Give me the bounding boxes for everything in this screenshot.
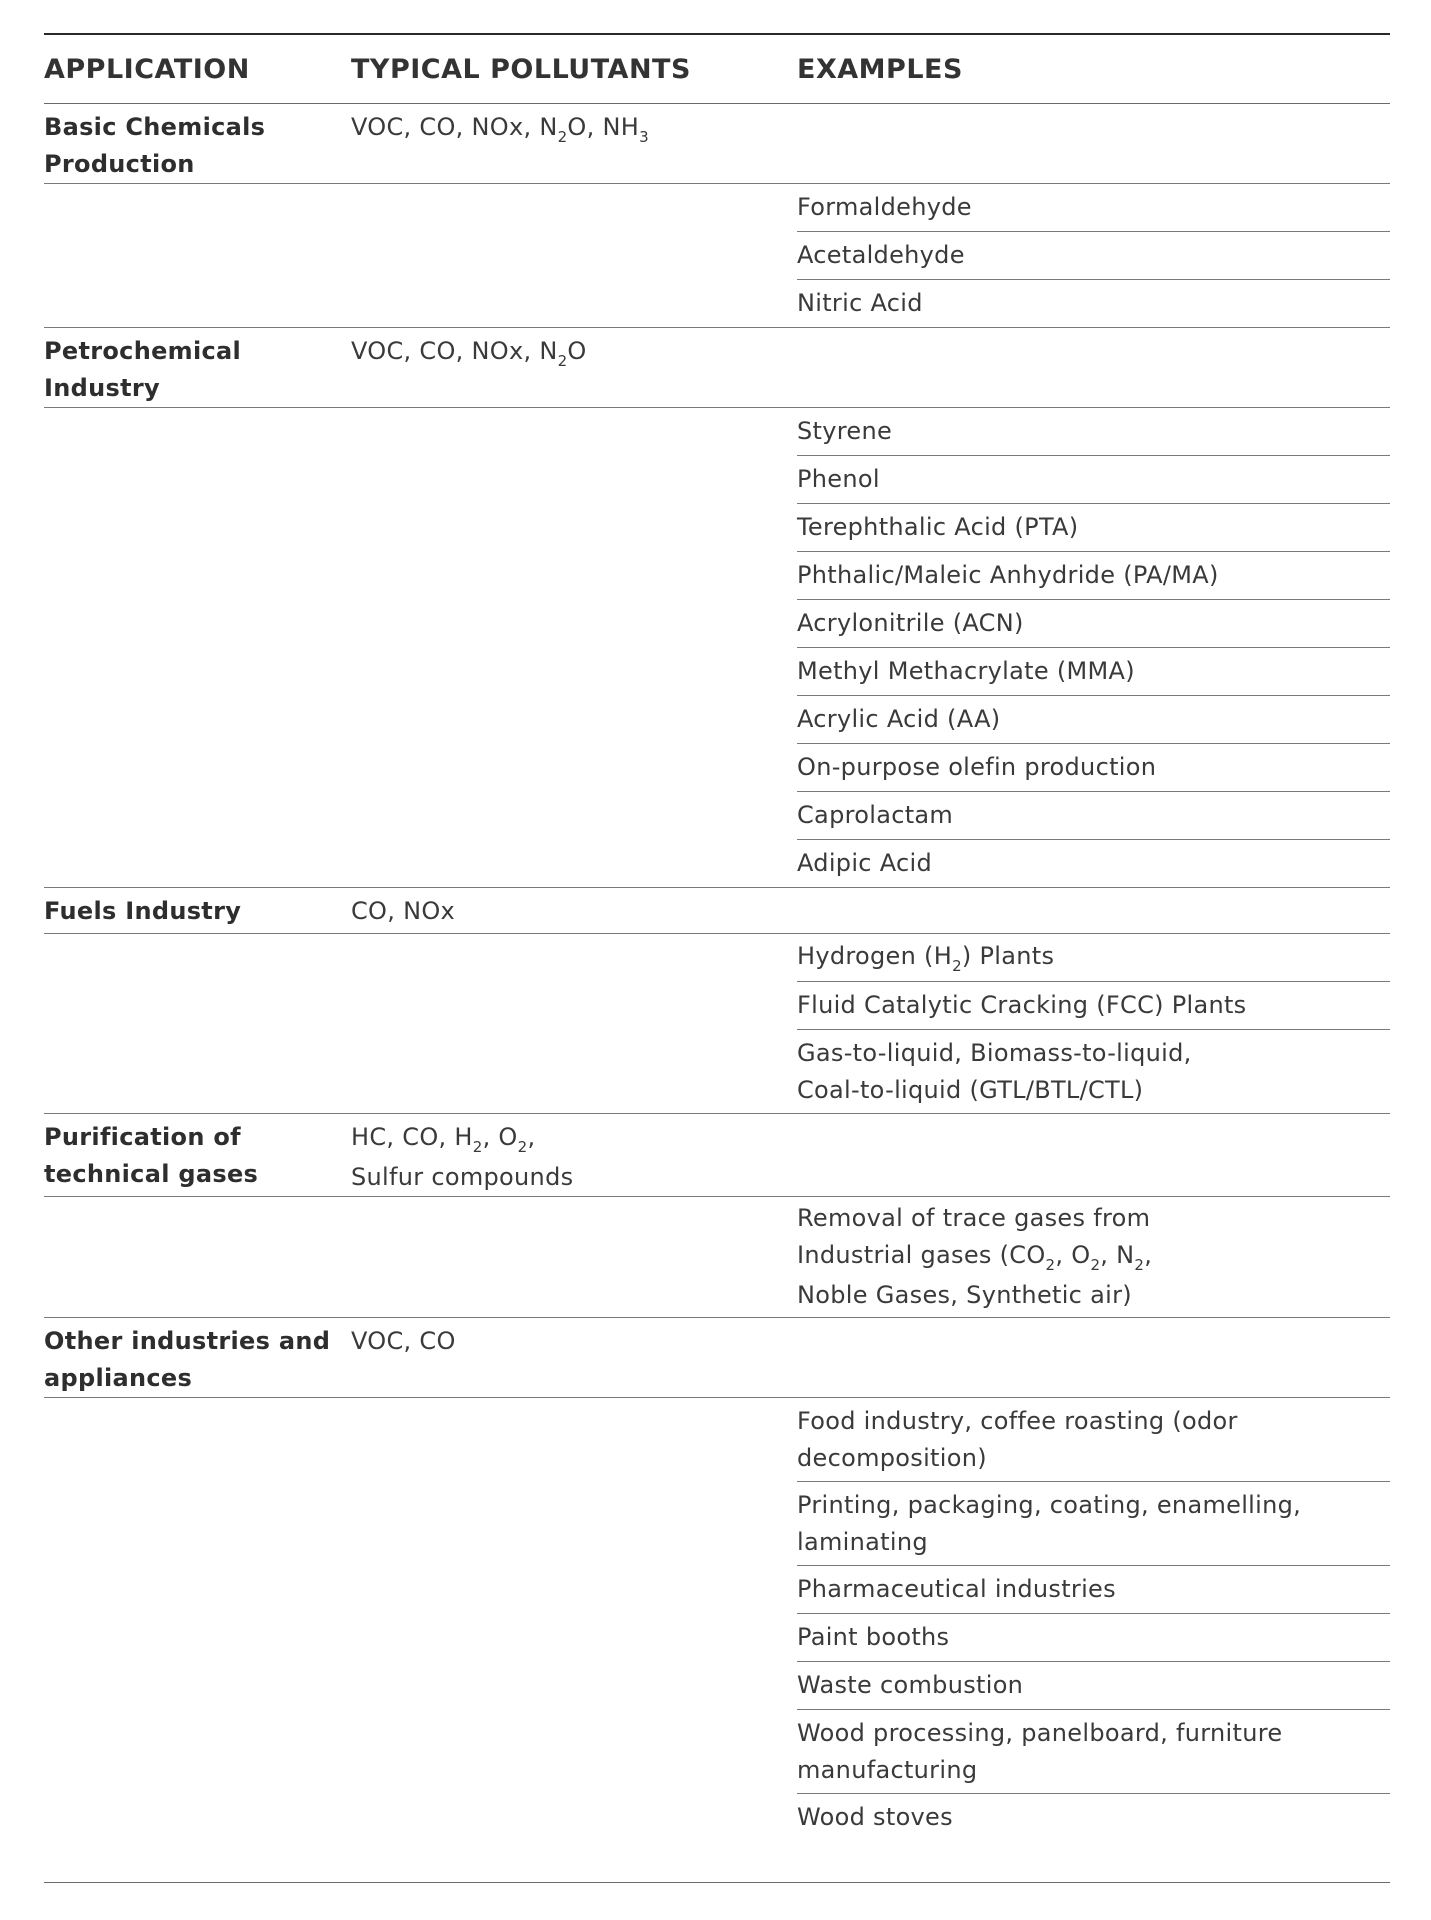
example-item: Adipic Acid <box>797 840 1390 888</box>
header-row <box>44 35 1390 104</box>
example-row <box>44 696 1390 744</box>
category-application: Purification of technical gases <box>44 1114 351 1197</box>
category-row <box>44 1318 1390 1398</box>
header-pollutants: TYPICAL POLLUTANTS <box>351 35 797 104</box>
example-row <box>44 1030 1390 1114</box>
category-application: Basic Chemicals Production <box>44 104 351 184</box>
example-item: On-purpose olefin production <box>797 744 1390 792</box>
example-row <box>44 648 1390 696</box>
category-examples-empty <box>797 104 1390 184</box>
example-row <box>44 456 1390 504</box>
example-item: Phthalic/Maleic Anhydride (PA/MA) <box>797 552 1390 600</box>
example-row <box>44 1794 1390 1842</box>
category-row <box>44 1114 1390 1197</box>
category-row <box>44 328 1390 408</box>
category-pollutants: HC, CO, $H_2$, $O_2$, Sulfur compounds <box>351 1114 797 1197</box>
category-examples-empty <box>797 1318 1390 1398</box>
category-examples-empty <box>797 1114 1390 1197</box>
example-item: Printing, packaging, coating, enamelling, laminating <box>797 1482 1390 1566</box>
example-row <box>44 1398 1390 1482</box>
example-row <box>44 504 1390 552</box>
category-examples-empty <box>797 888 1390 934</box>
header-examples: EXAMPLES <box>797 35 1390 104</box>
category-application: Other industries and appliances <box>44 1318 351 1398</box>
example-item: Food industry, coffee roasting (odor decomposition) <box>797 1398 1390 1482</box>
example-row <box>44 1614 1390 1662</box>
example-item: Terephthalic Acid (PTA) <box>797 504 1390 552</box>
category-application: Petrochemical Industry <box>44 328 351 408</box>
example-item: Formaldehyde <box>797 184 1390 232</box>
example-row <box>44 1662 1390 1710</box>
example-item: Pharmaceutical industries <box>797 1566 1390 1614</box>
example-item: Wood stoves <box>797 1803 953 1831</box>
category-row <box>44 104 1390 184</box>
example-item: Paint booths <box>797 1614 1390 1662</box>
example-row <box>44 552 1390 600</box>
category-pollutants: VOC, CO, NOx, $N_2O$ <box>351 328 797 408</box>
example-item: Caprolactam <box>797 792 1390 840</box>
example-item: Styrene <box>797 408 1390 456</box>
category-pollutants: VOC, CO <box>351 1318 797 1398</box>
example-row <box>44 1197 1390 1318</box>
category-row <box>44 888 1390 934</box>
example-row <box>44 232 1390 280</box>
pollutants-table <box>44 35 1390 1841</box>
category-examples-empty <box>797 328 1390 408</box>
example-row <box>44 840 1390 888</box>
header-application: APPLICATION <box>44 35 351 104</box>
example-row <box>44 600 1390 648</box>
example-item: Phenol <box>797 456 1390 504</box>
category-pollutants: VOC, CO, NOx, $N_2O$, $NH_3$ <box>351 104 797 184</box>
example-row <box>44 934 1390 982</box>
example-item: Gas-to-liquid, Biomass-to-liquid, Coal-to-liquid (GTL/BTL/CTL) <box>797 1030 1390 1114</box>
example-row <box>44 1482 1390 1566</box>
example-row <box>44 1566 1390 1614</box>
example-row <box>44 408 1390 456</box>
example-row <box>44 184 1390 232</box>
example-item: Acrylic Acid (AA) <box>797 696 1390 744</box>
example-item: Acetaldehyde <box>797 232 1390 280</box>
example-item: Fluid Catalytic Cracking (FCC) Plants <box>797 982 1390 1030</box>
example-item: Wood processing, panelboard, furniture manufacturing <box>797 1710 1390 1794</box>
example-row <box>44 792 1390 840</box>
example-item: Nitric Acid <box>797 280 1390 328</box>
bottom-rule <box>44 1882 1390 1883</box>
example-row <box>44 1710 1390 1794</box>
example-item: Methyl Methacrylate (MMA) <box>797 648 1390 696</box>
example-row <box>44 744 1390 792</box>
example-item: Hydrogen $(H_2)$ Plants <box>797 934 1390 982</box>
category-application: Fuels Industry <box>44 888 351 934</box>
example-row <box>44 982 1390 1030</box>
example-item: Waste combustion <box>797 1662 1390 1710</box>
example-item: Removal of trace gases from Industrial gases ($CO_2$, $O_2$, $N_2$, Noble Gases, Synthetic air) <box>797 1197 1390 1318</box>
example-row <box>44 280 1390 328</box>
example-item: Acrylonitrile (ACN) <box>797 600 1390 648</box>
category-pollutants: CO, NOx <box>351 888 797 934</box>
